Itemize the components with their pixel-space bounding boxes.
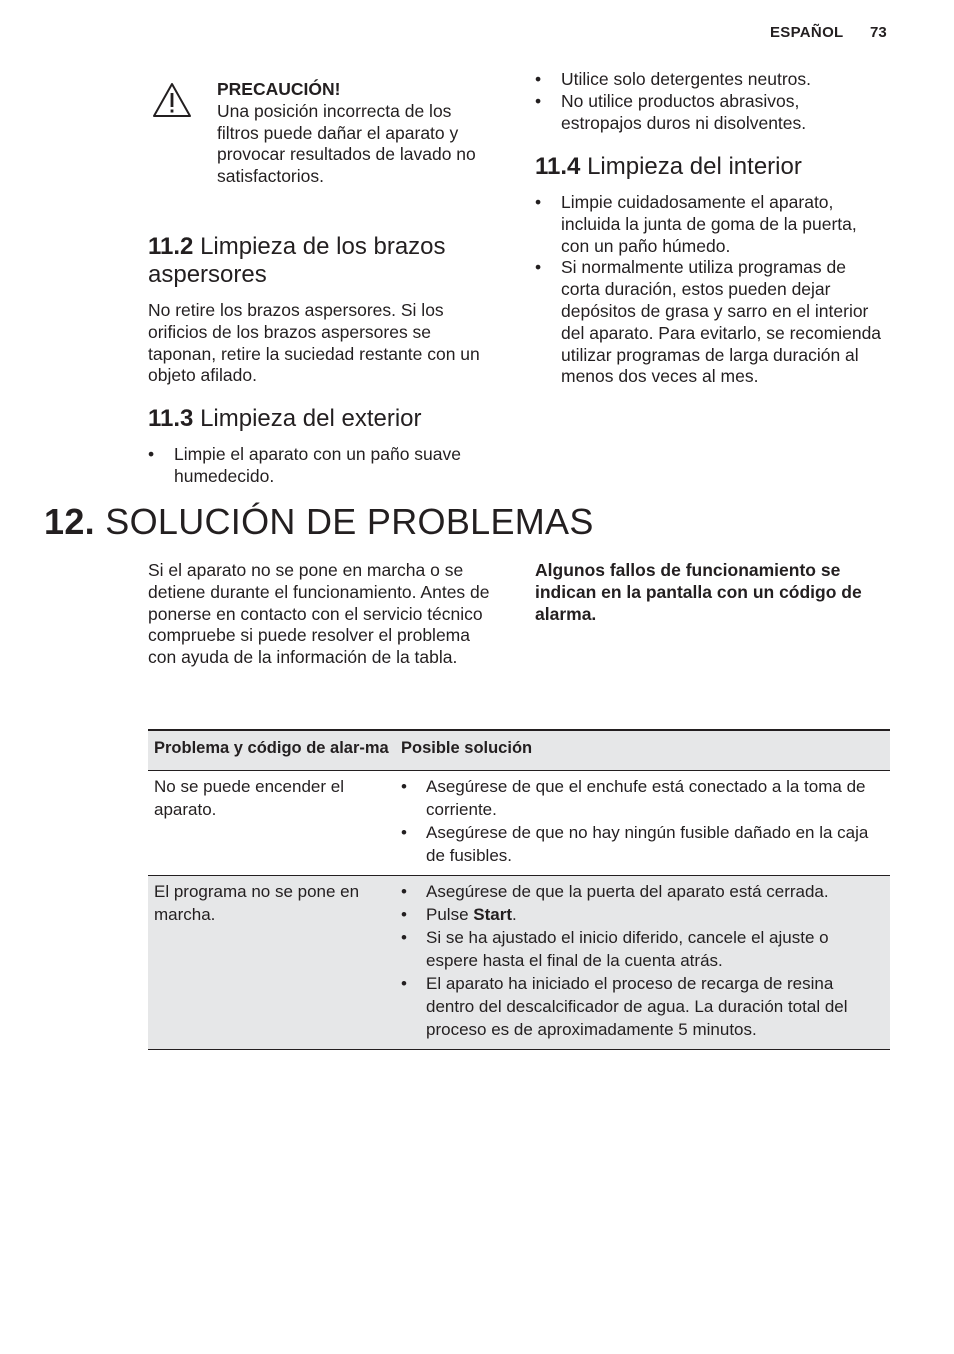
language-label: ESPAÑOL: [770, 24, 844, 41]
solution-cell: [395, 771, 890, 876]
section-11-2-text: No retire los brazos aspersores. Si los orificios de los brazos aspersores se taponan, retire la suciedad restante con un objeto afilado.: [148, 300, 480, 386]
section-number: 11.4: [535, 153, 581, 180]
page-number: 73: [870, 24, 887, 41]
list-item: • Utilice solo detergentes neutros.: [535, 69, 875, 91]
problem-cell: El programa no se pone en marcha.: [154, 882, 360, 924]
list-item: • Si normalmente utiliza programas de corta duración, estos pueden dejar depósitos de grasa y sarro en el interior del aparato. Para evitarlo, se recomienda utilizar programas de larga duración al menos dos veces al mes.: [535, 257, 885, 388]
section-title: Limpieza del exterior: [200, 405, 422, 432]
solution-list: [401, 775, 884, 867]
list-item: • Asegúrese de que el enchufe está conectado a la toma de corriente.: [401, 775, 884, 821]
table-header-row: [148, 730, 890, 771]
warning-triangle-icon: [152, 82, 192, 118]
solution-cell: [395, 876, 890, 1050]
solution-list: [401, 880, 884, 1041]
chapter-number: 12.: [44, 501, 95, 542]
caution-note: [217, 79, 477, 188]
caution-title: PRECAUCIÓN!: [217, 79, 341, 99]
list-item: • Asegúrese de que la puerta del aparato está cerrada.: [401, 880, 884, 903]
troubleshooting-table: [148, 729, 890, 1050]
section-number: 11.2: [148, 233, 194, 260]
chapter-12-intro: Si el aparato no se pone en marcha o se detiene durante el funcionamiento. Antes de ponerse en contacto con el servicio técnico compruebe si puede resolver el problema con ayuda de la información de la tabla.: [148, 560, 490, 668]
section-heading-11-3: [148, 405, 493, 433]
section-title: Limpieza del interior: [587, 153, 802, 180]
section-11-4-list: [535, 192, 885, 388]
list-item-text: Pulse: [426, 905, 469, 924]
chapter-heading-12: [44, 500, 594, 544]
list-item: [401, 903, 884, 926]
column-header-solution: Posible solución: [401, 739, 533, 757]
table-row: [148, 771, 890, 876]
section-number: 11.3: [148, 405, 194, 432]
section-title: Limpieza de los brazos aspersores: [148, 233, 446, 288]
list-item: • El aparato ha iniciado el proceso de recarga de resina dentro del descalcificador de agua. La duración total del proceso es de aproximadamente 5 minutos.: [401, 972, 884, 1041]
section-heading-11-2: [148, 233, 488, 288]
table-row: [148, 876, 890, 1050]
list-item: • Limpie cuidadosamente el aparato, incluida la junta de goma de la puerta, con un paño húmedo.: [535, 192, 885, 257]
problem-cell: No se puede encender el aparato.: [154, 777, 344, 819]
column-header-problem: Problema y código de alar-ma: [154, 739, 389, 757]
chapter-12-note: Algunos fallos de funcionamiento se indican en la pantalla con un código de alarma.: [535, 560, 862, 624]
list-item: • Limpie el aparato con un paño suave humedecido.: [148, 444, 496, 488]
chapter-title: SOLUCIÓN DE PROBLEMAS: [105, 501, 594, 542]
section-11-3-list-col1: [148, 444, 496, 488]
caution-text: Una posición incorrecta de los filtros puede dañar el aparato y provocar resultados de lavado no satisfactorios.: [217, 100, 476, 187]
section-heading-11-4: [535, 153, 880, 181]
start-button-label: Start: [473, 905, 512, 924]
list-item: • Si se ha ajustado el inicio diferido, cancele el ajuste o espere hasta el final de la cuenta atrás.: [401, 926, 884, 972]
list-item: • Asegúrese de que no hay ningún fusible dañado en la caja de fusibles.: [401, 821, 884, 867]
list-item-suffix: .: [512, 905, 517, 924]
section-11-3-list-col2: [535, 69, 875, 134]
list-item: • No utilice productos abrasivos, estropajos duros ni disolventes.: [535, 91, 875, 135]
